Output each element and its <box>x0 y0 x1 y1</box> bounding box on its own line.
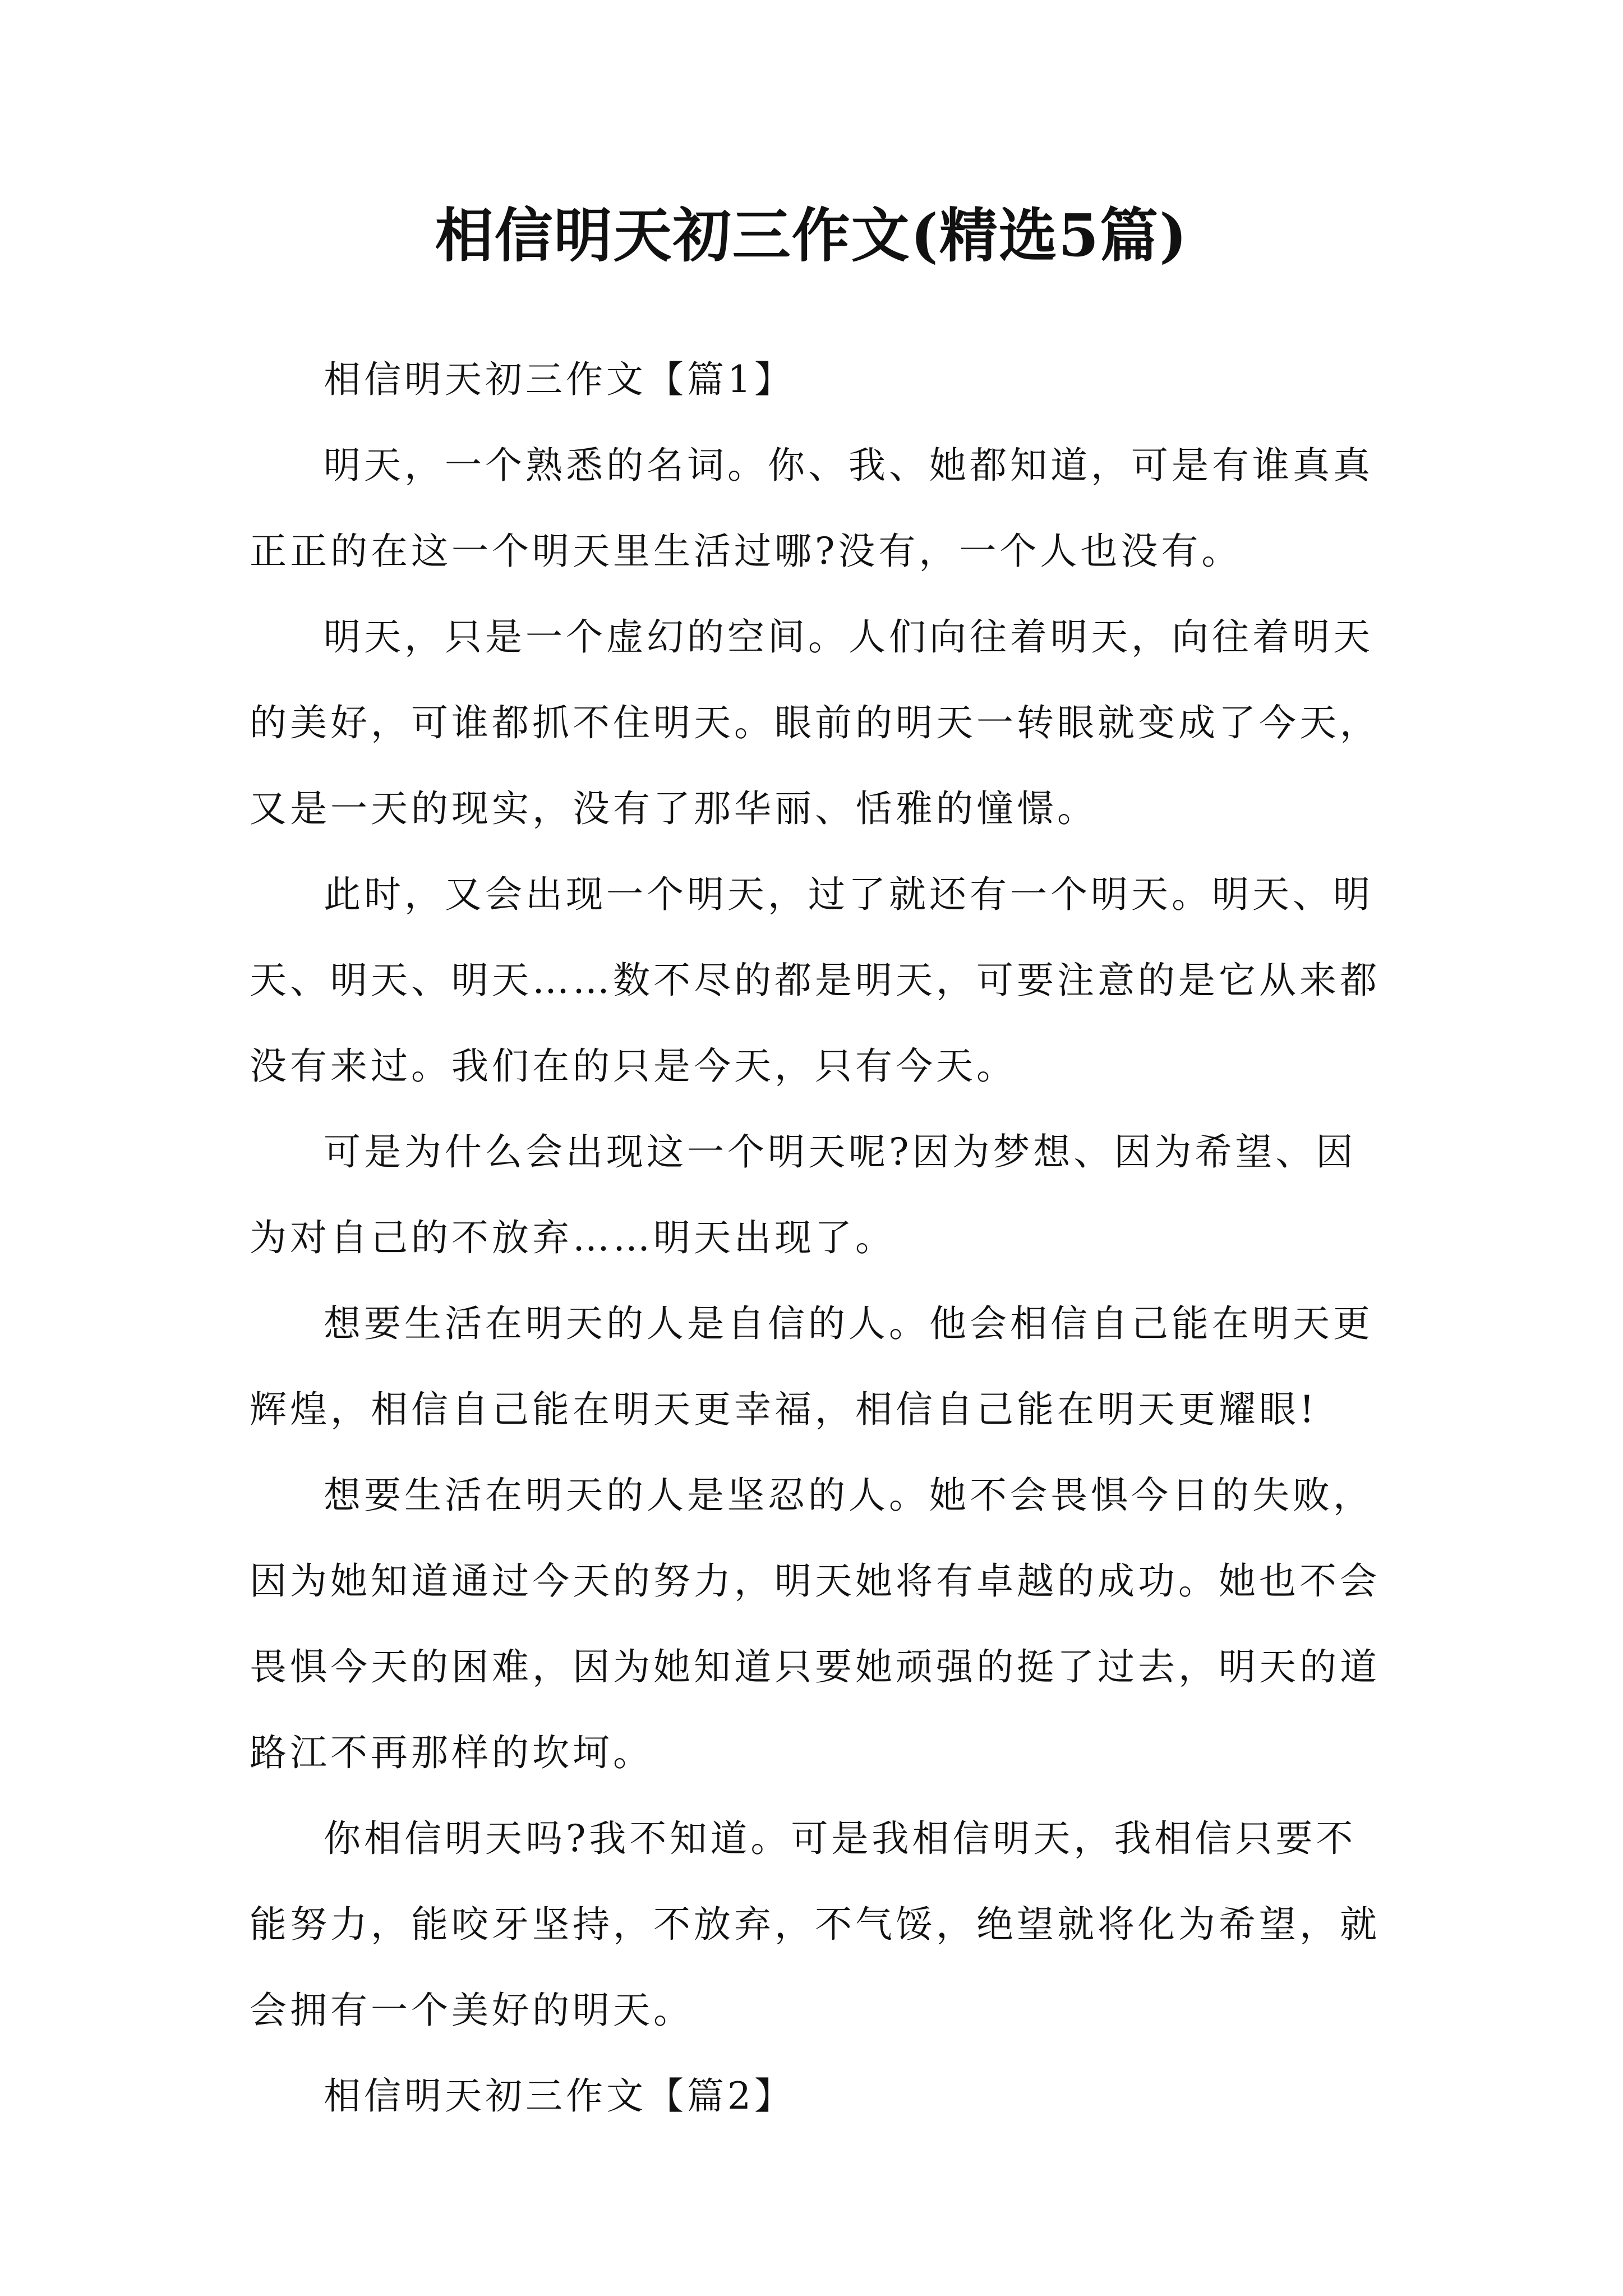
paragraph: 明天，只是一个虚幻的空间。人们向往着明天，向往着明天的美好，可谁都抓不住明天。眼前的明天一转眼就变成了今天，又是一天的现实，没有了那华丽、恬雅的憧憬。 <box>250 615 1380 830</box>
paragraph: 可是为什么会出现这一个明天呢?因为梦想、因为希望、因为对自己的不放弃……明天出现了。 <box>250 1130 1357 1259</box>
document-title: 相信明天初三作文(精选5篇) <box>435 201 1188 270</box>
paragraph: 想要生活在明天的人是自信的人。他会相信自己能在明天更辉煌，相信自己能在明天更幸福，相信自己能在明天更耀眼! <box>250 1302 1373 1431</box>
section-heading-1: 相信明天初三作文【篇1】 <box>324 358 795 401</box>
paragraph: 你相信明天吗?我不知道。可是我相信明天，我相信只要不能努力，能咬牙坚持，不放弃，不气馁，绝望就将化为希望，就会拥有一个美好的明天。 <box>250 1817 1380 2032</box>
paragraph: 想要生活在明天的人是坚忍的人。她不会畏惧今日的失败，因为她知道通过今天的努力，明天她将有卓越的成功。她也不会畏惧今天的困难，因为她知道只要她顽强的挺了过去，明天的道路江不再那样的坎坷。 <box>250 1474 1380 1774</box>
paragraph: 明天，一个熟悉的名词。你、我、她都知道，可是有谁真真正正的在这一个明天里生活过哪?没有，一个人也没有。 <box>250 444 1373 573</box>
paragraph: 此时，又会出现一个明天，过了就还有一个明天。明天、明天、明天、明天……数不尽的都是明天，可要注意的是它从来都没有来过。我们在的只是今天，只有今天。 <box>250 873 1380 1088</box>
section-heading-2: 相信明天初三作文【篇2】 <box>324 2074 795 2118</box>
document-body <box>250 337 1394 2139</box>
